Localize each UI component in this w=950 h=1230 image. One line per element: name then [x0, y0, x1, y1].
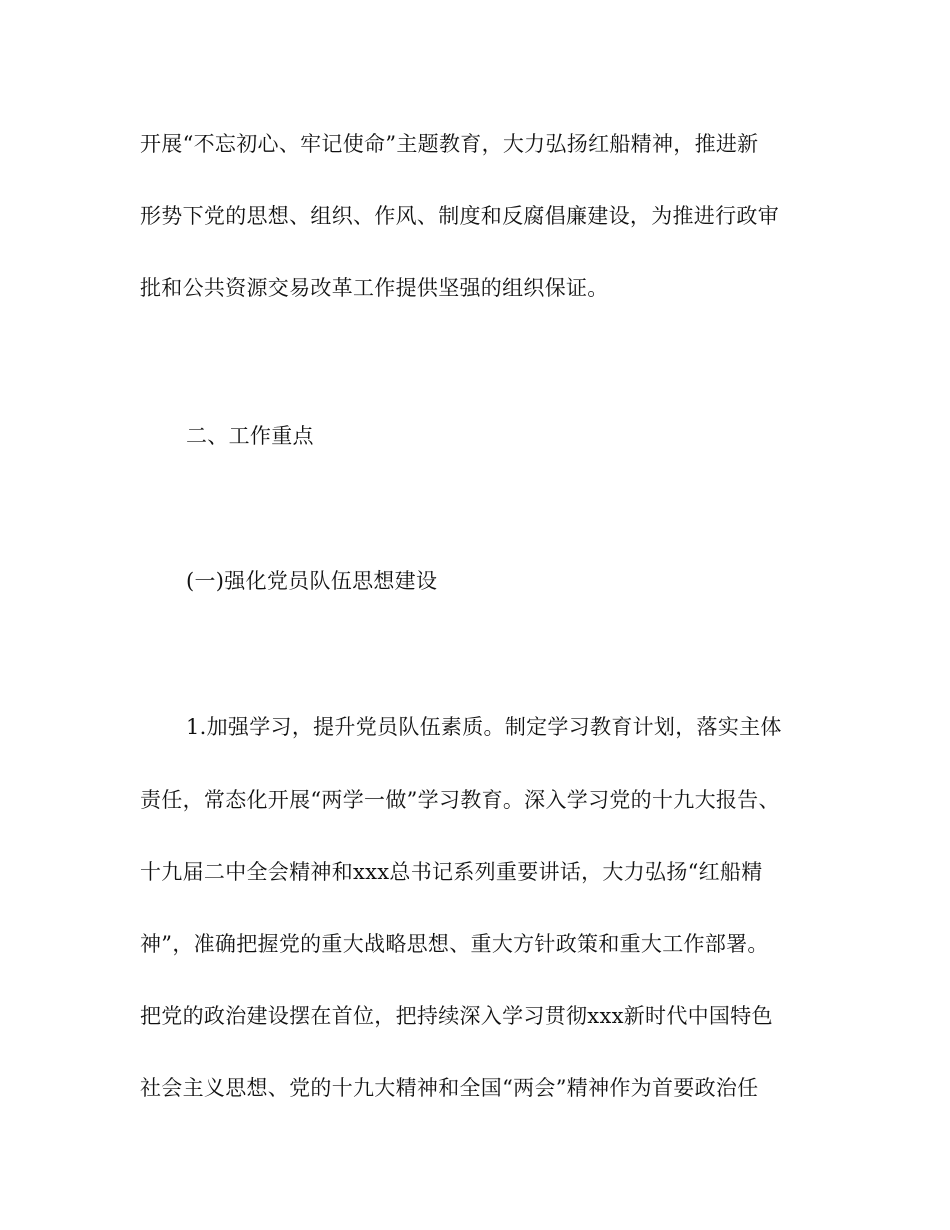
paragraph-line-8: 把党的政治建设摆在首位，把持续深入学习贯彻xxx新时代中国特色 — [140, 1004, 773, 1028]
paragraph-line-1: 开展“不忘初心、牢记使命”主题教育，大力弘扬红船精神，推进新 — [140, 132, 759, 156]
paragraph-line-2: 形势下党的思想、组织、作风、制度和反腐倡廉建设，为推进行政审 — [140, 204, 779, 228]
paragraph-line-6: 十九届二中全会精神和xxx总书记系列重要讲话，大力弘扬“红船精 — [140, 860, 763, 884]
section-heading: 二、工作重点 — [186, 424, 314, 448]
paragraph-line-5: 责任，常态化开展“两学一做”学习教育。深入学习党的十九大报告、 — [140, 788, 780, 812]
paragraph-line-4: 1.加强学习，提升党员队伍素质。制定学习教育计划，落实主体 — [186, 715, 782, 739]
paragraph-line-3: 批和公共资源交易改革工作提供坚强的组织保证。 — [140, 276, 609, 300]
paragraph-line-7: 神”，准确把握党的重大战略思想、重大方针政策和重大工作部署。 — [140, 932, 769, 956]
paragraph-line-9: 社会主义思想、党的十九大精神和全国“两会”精神作为首要政治任 — [140, 1076, 759, 1100]
subsection-heading: (一)强化党员队伍思想建设 — [186, 569, 438, 593]
